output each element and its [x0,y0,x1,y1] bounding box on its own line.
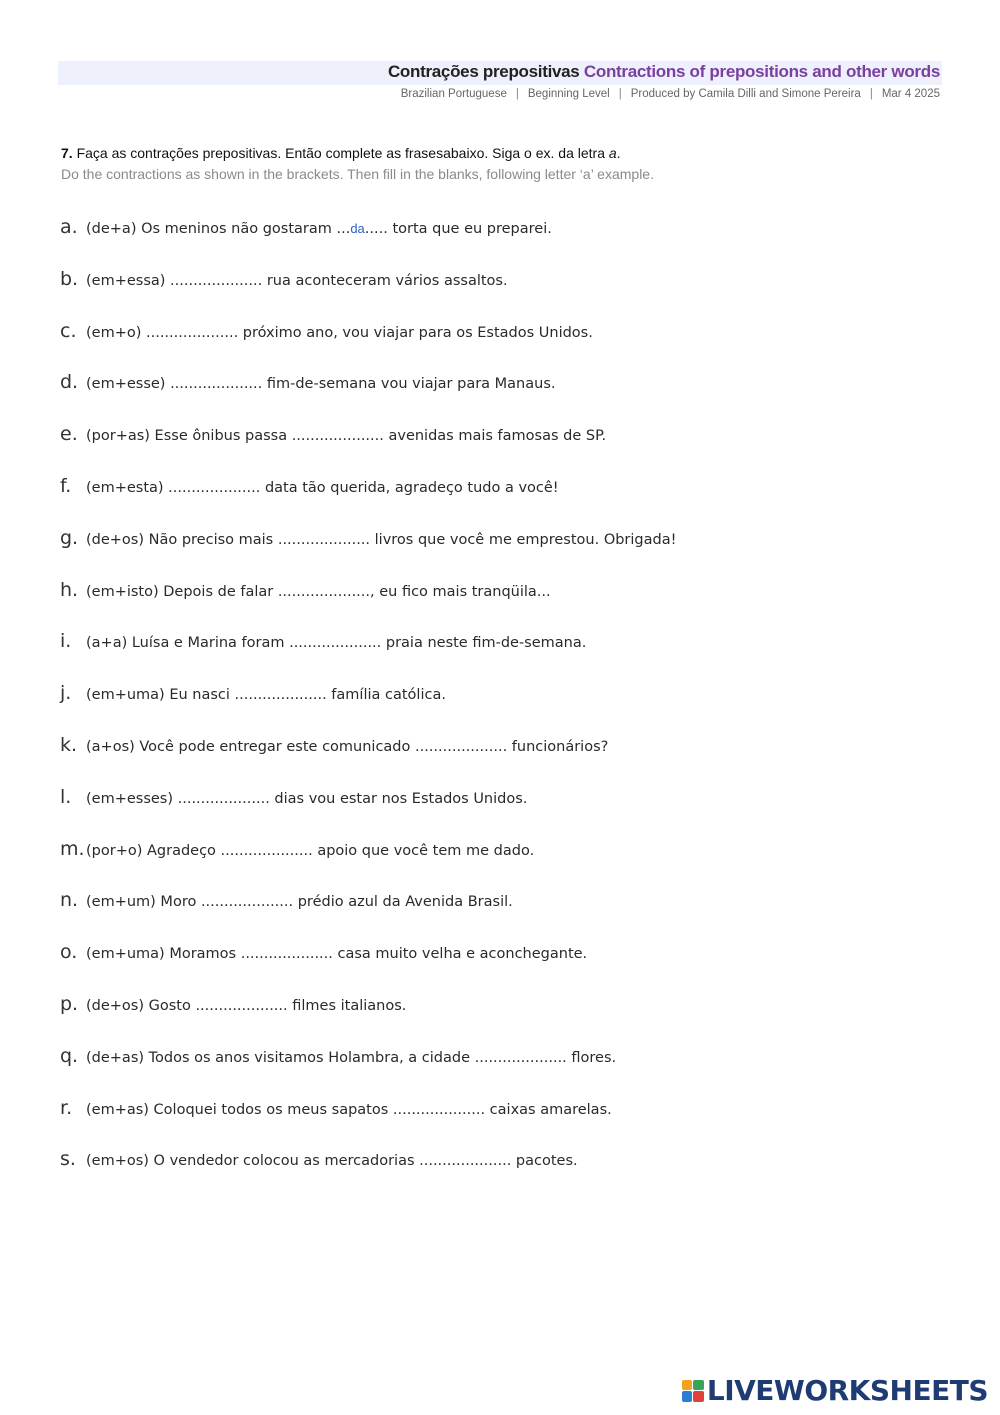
item-letter: j. [60,682,72,705]
item-letter: s. [60,1148,76,1171]
item-text: (a+os) Você pode entregar este comunicado .................... funcionários? [86,738,609,755]
exercise-item-h [60,579,940,631]
exercise-item-j [60,682,940,734]
exercise-item-e [60,423,940,475]
exercise-item-p [60,993,940,1045]
item-letter: g. [60,526,79,549]
exercise-item-q [60,1045,940,1097]
meta-separator: | [869,88,873,100]
logo-square [693,1380,704,1391]
exercise-item-c [60,320,940,372]
exercise-list [60,216,940,1200]
item-text: (em+uma) Eu nasci .................... família católica. [86,687,446,704]
item-letter: p. [60,992,79,1015]
item-letter: l. [60,785,72,808]
item-text: (em+isto) Depois de falar ...................., eu fico mais tranqüila... [86,583,551,600]
item-letter: k. [60,733,78,756]
exercise-item-a [60,216,940,268]
item-letter: e. [60,423,78,446]
item-text: (em+o) .................... próximo ano, vou viajar para os Estados Unidos. [86,324,593,341]
exercise-item-l [60,786,940,838]
exercise-item-s [60,1148,940,1200]
meta-separator: | [515,88,519,100]
item-text: (de+a) Os meninos não gostaram ... [86,221,351,237]
meta-date: Mar 4 2025 [881,88,940,100]
exercise-item-b [60,268,940,320]
logo-square [693,1391,704,1402]
item-text: (em+esse) .................... fim-de-semana vou viajar para Manaus. [86,376,556,393]
meta-separator: | [618,88,622,100]
item-letter: r. [60,1096,73,1119]
item-text: (em+esses) .................... dias vou estar nos Estados Unidos. [86,790,528,807]
logo-square [682,1391,693,1402]
item-letter: b. [60,267,79,290]
item-letter: q. [60,1044,79,1067]
exercise-item-r [60,1097,940,1149]
item-text: (em+as) Coloquei todos os meus sapatos .................... caixas amarelas. [86,1101,612,1118]
item-letter: n. [60,889,79,912]
exercise-item-m [60,838,940,890]
item-letter: c. [60,319,77,342]
item-text: (a+a) Luísa e Marina foram .................... praia neste fim-de-semana. [86,635,587,652]
item-text: (em+esta) .................... data tão querida, agradeço tudo a você! [86,479,559,496]
item-text: (por+as) Esse ônibus passa .................... avenidas mais famosas de SP. [86,428,607,445]
item-letter: i. [60,630,72,653]
exercise-number: 7. [61,145,73,161]
meta-language: Brazilian Portuguese [400,88,507,100]
item-text: (de+as) Todos os anos visitamos Holambra, a cidade .................... flores. [86,1049,617,1066]
meta-authors: Produced by Camila Dilli and Simone Pereira [630,88,861,100]
exercise-item-k [60,734,940,786]
item-text: (de+os) Não preciso mais .................... livros que você me emprestou. Obrigada! [86,531,677,548]
instruction-portuguese [61,145,621,161]
title-portuguese: Contrações prepositivas [387,62,580,81]
item-letter: h. [60,578,79,601]
item-letter: d. [60,371,79,394]
page-title [388,62,940,82]
item-letter: f. [60,474,72,497]
item-text: (em+uma) Moramos .................... casa muito velha e aconchegante. [86,946,588,963]
item-text-end: ..... torta que eu preparei. [364,221,552,237]
item-text: (de+os) Gosto .................... filmes italianos. [86,997,407,1014]
liveworksheets-logo-icon [682,1380,704,1402]
liveworksheets-logo[interactable] [682,1374,988,1407]
instruction-english: Do the contractions as shown in the brackets. Then fill in the blanks, following letter ‘a’ example. [61,166,654,182]
meta-level: Beginning Level [527,88,610,100]
logo-text: LIVEWORKSHEETS [706,1374,988,1407]
title-english: Contractions of prepositions and other words [583,62,940,81]
item-text: (por+o) Agradeço .................... apoio que você tem me dado. [86,842,535,859]
exercise-item-d [60,371,940,423]
instruction-pt-text: Faça as contrações prepositivas. Então complete as frasesabaixo. Siga o ex. da letra [76,145,609,161]
exercise-item-f [60,475,940,527]
item-letter: o. [60,941,78,964]
item-text: (em+os) O vendedor colocou as mercadorias .................... pacotes. [86,1153,578,1170]
exercise-item-n [60,889,940,941]
item-text: (em+um) Moro .................... prédio azul da Avenida Brasil. [86,894,513,911]
instruction-pt-letter: a [608,145,617,161]
item-text: (em+essa) .................... rua aconteceram vários assaltos. [86,272,508,289]
exercise-item-g [60,527,940,579]
instruction-pt-end: . [616,145,621,161]
item-letter: m. [60,837,85,860]
item-letter: a. [60,216,78,238]
exercise-item-o [60,941,940,993]
header-meta [401,88,940,100]
logo-square [682,1380,693,1391]
exercise-item-i [60,630,940,682]
answer-field[interactable]: da [350,221,365,236]
